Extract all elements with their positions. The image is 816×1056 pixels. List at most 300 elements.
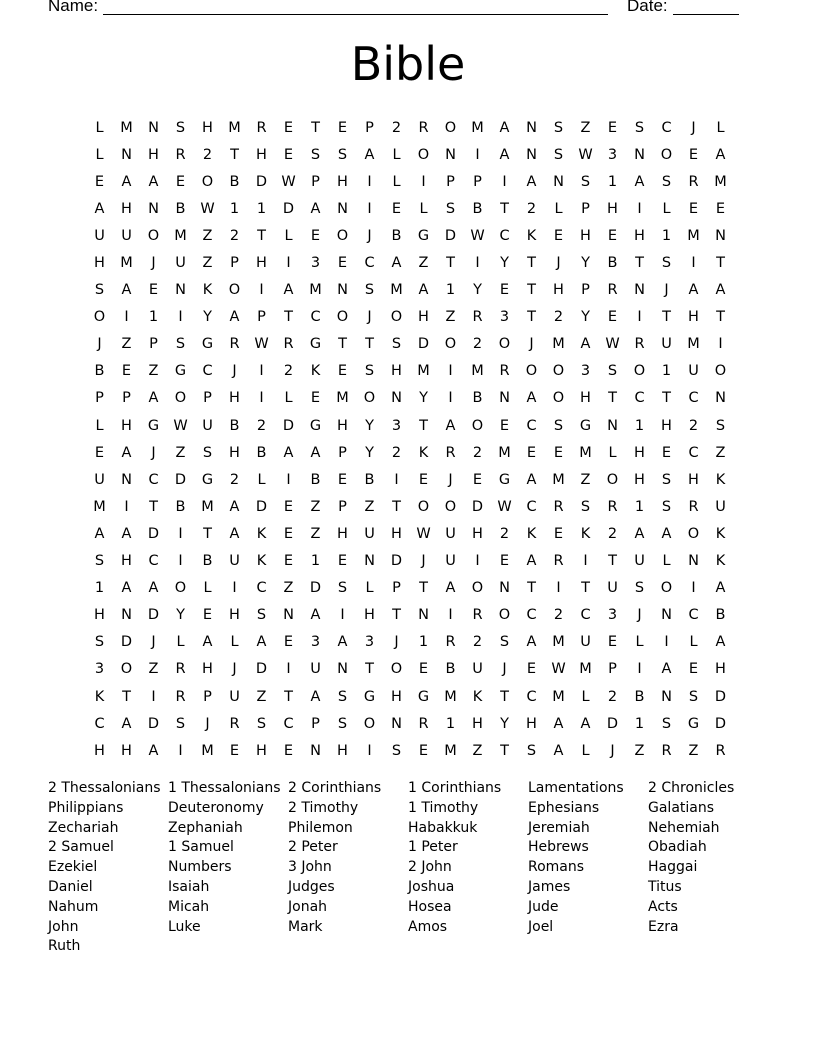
grid-letter: I	[259, 282, 264, 299]
grid-letter: W	[578, 146, 593, 163]
grid-letter: T	[122, 688, 131, 705]
grid-letter: C	[148, 553, 159, 570]
grid-letter: Y	[581, 309, 590, 326]
grid-letter: O	[471, 580, 484, 597]
grid-letter: O	[498, 607, 511, 624]
grid-letter: 1	[148, 309, 159, 326]
grid-letter: 2	[472, 336, 483, 353]
grid-letter: Z	[445, 309, 456, 326]
grid-letter: N	[391, 715, 402, 732]
grid-letter: A	[148, 742, 159, 759]
grid-letter: A	[229, 309, 240, 326]
grid-letter: U	[94, 227, 105, 244]
grid-letter: H	[256, 146, 267, 163]
grid-letter: A	[256, 634, 267, 651]
grid-letter: R	[445, 634, 456, 651]
grid-letter: I	[286, 471, 291, 488]
grid-letter: L	[392, 173, 401, 190]
grid-letter: I	[475, 553, 480, 570]
word-list-item: 2 John	[408, 859, 452, 876]
grid-letter: D	[282, 200, 295, 217]
grid-letter: Y	[365, 444, 374, 461]
grid-letter: 3	[310, 634, 321, 651]
grid-letter: U	[175, 255, 186, 272]
grid-letter: O	[660, 146, 673, 163]
grid-letter: S	[391, 336, 402, 353]
grid-letter: I	[124, 309, 129, 326]
grid-letter: T	[662, 309, 671, 326]
grid-letter: I	[718, 336, 723, 353]
page-title: Bible	[350, 37, 466, 91]
date-blank-line	[673, 14, 739, 15]
grid-letter: B	[175, 200, 186, 217]
grid-letter: A	[229, 498, 240, 515]
grid-letter: B	[391, 227, 402, 244]
grid-letter: B	[607, 255, 618, 272]
grid-letter: U	[607, 580, 618, 597]
grid-letter: 2	[607, 525, 618, 542]
grid-letter: N	[661, 607, 672, 624]
grid-letter: 1	[634, 715, 645, 732]
grid-letter: A	[499, 119, 510, 136]
grid-letter: P	[311, 715, 320, 732]
grid-letter: J	[502, 661, 507, 678]
grid-letter: D	[444, 227, 457, 244]
grid-letter: C	[688, 390, 699, 407]
grid-letter: B	[445, 661, 456, 678]
word-list-item: 2 Corinthians	[288, 780, 382, 796]
word-list-item: Micah	[168, 898, 210, 915]
grid-letter: E	[202, 607, 213, 624]
grid-letter: E	[526, 661, 537, 678]
grid-letter: E	[499, 282, 510, 299]
word-list-item: Ruth	[48, 938, 81, 955]
grid-letter: H	[94, 255, 105, 272]
grid-letter: I	[340, 607, 345, 624]
grid-letter: S	[499, 634, 510, 651]
grid-letter: M	[471, 363, 484, 380]
word-list-item: Ezekiel	[48, 859, 98, 876]
grid-letter: B	[175, 498, 186, 515]
grid-letter: P	[338, 444, 347, 461]
grid-letter: M	[120, 119, 133, 136]
grid-letter: H	[94, 742, 105, 759]
grid-letter: T	[365, 661, 374, 678]
grid-letter: G	[147, 417, 160, 434]
grid-letter: H	[148, 146, 159, 163]
grid-letter: Z	[175, 444, 186, 461]
grid-letter: L	[176, 634, 185, 651]
grid-letter: H	[121, 742, 132, 759]
grid-letter: A	[526, 634, 537, 651]
grid-row	[86, 439, 734, 466]
grid-letter: D	[255, 173, 268, 190]
grid-letter: E	[526, 444, 537, 461]
grid-letter: B	[229, 417, 240, 434]
grid-letter: O	[687, 525, 700, 542]
grid-letter: U	[94, 471, 105, 488]
grid-letter: C	[310, 309, 321, 326]
grid-letter: J	[232, 363, 237, 380]
grid-letter: I	[421, 173, 426, 190]
grid-letter: H	[688, 471, 699, 488]
grid-letter: M	[444, 742, 457, 759]
grid-letter: W	[254, 336, 269, 353]
grid-letter: 1	[418, 634, 429, 651]
grid-letter: J	[448, 471, 453, 488]
grid-letter: S	[310, 146, 321, 163]
grid-letter: E	[121, 363, 132, 380]
grid-letter: E	[499, 553, 510, 570]
grid-letter: I	[448, 363, 453, 380]
grid-letter: A	[94, 200, 105, 217]
grid-row	[86, 412, 734, 439]
grid-letter: 3	[94, 661, 105, 678]
word-list-item: 3 John	[288, 859, 332, 876]
grid-letter: M	[687, 227, 700, 244]
grid-letter: P	[581, 200, 590, 217]
grid-letter: J	[151, 634, 156, 651]
word-list-item: John	[48, 918, 79, 935]
grid-letter: 2	[229, 227, 240, 244]
grid-letter: R	[553, 498, 564, 515]
grid-letter: T	[527, 309, 536, 326]
grid-letter: 2	[391, 444, 402, 461]
grid-letter: C	[661, 119, 672, 136]
grid-letter: E	[283, 146, 294, 163]
grid-letter: A	[526, 553, 537, 570]
grid-letter: A	[499, 146, 510, 163]
grid-letter: I	[637, 661, 642, 678]
grid-letter: I	[286, 255, 291, 272]
grid-letter: T	[392, 498, 401, 515]
grid-letter: U	[364, 525, 375, 542]
grid-letter: S	[607, 363, 618, 380]
grid-letter: N	[391, 390, 402, 407]
grid-letter: D	[174, 471, 187, 488]
grid-letter: P	[392, 580, 401, 597]
grid-letter: Z	[364, 498, 375, 515]
grid-letter: C	[526, 688, 537, 705]
grid-letter: 1	[94, 580, 105, 597]
grid-letter: A	[364, 146, 375, 163]
grid-letter: U	[229, 553, 240, 570]
grid-letter: A	[148, 390, 159, 407]
grid-letter: N	[634, 146, 645, 163]
grid-letter: H	[472, 715, 483, 732]
grid-letter: U	[661, 336, 672, 353]
grid-letter: A	[94, 525, 105, 542]
grid-letter: C	[634, 390, 645, 407]
grid-letter: E	[337, 471, 348, 488]
grid-letter: S	[634, 580, 645, 597]
grid-letter: C	[202, 363, 213, 380]
grid-letter: P	[311, 173, 320, 190]
grid-letter: O	[147, 227, 160, 244]
grid-letter: H	[634, 227, 645, 244]
grid-letter: O	[363, 715, 376, 732]
grid-letter: H	[391, 525, 402, 542]
grid-letter: S	[391, 742, 402, 759]
grid-letter: M	[201, 498, 214, 515]
grid-letter: B	[472, 390, 483, 407]
grid-letter: R	[175, 688, 186, 705]
grid-letter: P	[230, 255, 239, 272]
grid-letter: H	[526, 715, 537, 732]
grid-letter: D	[471, 498, 484, 515]
word-list-item: 2 Timothy	[288, 799, 359, 816]
grid-row	[86, 683, 734, 710]
grid-letter: T	[716, 255, 725, 272]
grid-letter: S	[445, 200, 456, 217]
grid-letter: A	[121, 444, 132, 461]
grid-letter: N	[715, 227, 726, 244]
grid-letter: S	[175, 119, 186, 136]
grid-letter: N	[364, 553, 375, 570]
grid-letter: Z	[121, 336, 132, 353]
grid-letter: H	[391, 688, 402, 705]
grid-letter: K	[256, 553, 267, 570]
grid-letter: S	[175, 336, 186, 353]
grid-letter: T	[230, 146, 239, 163]
grid-letter: A	[121, 173, 132, 190]
grid-row	[86, 358, 734, 385]
grid-letter: 1	[229, 200, 240, 217]
word-list-item: Ephesians	[528, 799, 600, 816]
grid-letter: K	[472, 688, 483, 705]
grid-letter: A	[310, 688, 321, 705]
word-list-item: Titus	[648, 878, 682, 895]
grid-letter: H	[94, 607, 105, 624]
grid-letter: O	[390, 661, 403, 678]
grid-letter: O	[120, 661, 133, 678]
grid-letter: I	[178, 525, 183, 542]
grid-letter: O	[201, 173, 214, 190]
grid-row	[86, 602, 734, 629]
grid-letter: J	[232, 661, 237, 678]
grid-row	[86, 548, 734, 575]
grid-letter: P	[581, 282, 590, 299]
word-list-item: Galatians	[648, 799, 715, 816]
grid-letter: Z	[256, 688, 267, 705]
word-list-item: 2 Peter	[288, 839, 338, 856]
grid-letter: O	[714, 363, 727, 380]
word-list-item: 2 Chronicles	[648, 780, 735, 796]
grid-letter: L	[392, 146, 401, 163]
grid-letter: S	[94, 553, 105, 570]
grid-letter: Y	[176, 607, 185, 624]
grid-letter: A	[337, 634, 348, 651]
grid-letter: L	[635, 634, 644, 651]
grid-letter: M	[390, 282, 403, 299]
grid-row	[86, 493, 734, 520]
grid-letter: O	[336, 227, 349, 244]
grid-letter: T	[446, 255, 455, 272]
grid-letter: T	[608, 553, 617, 570]
word-list-item: Mark	[288, 918, 323, 935]
grid-letter: U	[715, 498, 726, 515]
grid-letter: O	[444, 119, 457, 136]
grid-letter: A	[445, 417, 456, 434]
grid-letter: A	[121, 580, 132, 597]
grid-letter: Z	[715, 444, 726, 461]
grid-letter: M	[120, 255, 133, 272]
grid-letter: A	[580, 336, 591, 353]
grid-letter: 3	[607, 146, 618, 163]
grid-letter: 1	[310, 553, 321, 570]
grid-letter: J	[610, 742, 615, 759]
grid-letter: G	[417, 227, 430, 244]
grid-letter: E	[688, 661, 699, 678]
grid-row	[86, 385, 734, 412]
grid-letter: 2	[472, 444, 483, 461]
grid-letter: A	[661, 525, 672, 542]
grid-letter: Z	[634, 742, 645, 759]
grid-letter: C	[499, 227, 510, 244]
grid-letter: O	[444, 498, 457, 515]
grid-letter: L	[716, 119, 725, 136]
word-list-item: Habakkuk	[408, 819, 478, 836]
grid-letter: T	[527, 282, 536, 299]
grid-letter: I	[232, 580, 237, 597]
grid-letter: R	[445, 444, 456, 461]
grid-letter: 3	[580, 363, 591, 380]
grid-letter: S	[364, 363, 375, 380]
grid-row	[86, 304, 734, 331]
grid-letter: R	[715, 742, 726, 759]
grid-letter: P	[473, 173, 482, 190]
grid-letter: H	[472, 525, 483, 542]
grid-letter: A	[121, 715, 132, 732]
grid-letter: N	[607, 417, 618, 434]
grid-letter: S	[256, 715, 267, 732]
grid-letter: M	[579, 661, 592, 678]
grid-letter: 3	[607, 607, 618, 624]
grid-letter: S	[337, 580, 348, 597]
grid-letter: A	[715, 146, 726, 163]
grid-letter: U	[229, 688, 240, 705]
grid-letter: C	[256, 580, 267, 597]
grid-letter: L	[257, 471, 266, 488]
grid-letter: T	[500, 200, 509, 217]
grid-letter: U	[445, 525, 456, 542]
grid-letter: C	[283, 715, 294, 732]
grid-letter: E	[310, 390, 321, 407]
grid-letter: A	[391, 255, 402, 272]
grid-letter: H	[634, 444, 645, 461]
grid-letter: I	[556, 580, 561, 597]
grid-letter: I	[178, 309, 183, 326]
grid-letter: H	[580, 390, 591, 407]
word-list-item: Lamentations	[528, 780, 624, 796]
grid-letter: W	[173, 417, 188, 434]
grid-letter: H	[364, 607, 375, 624]
grid-letter: A	[580, 715, 591, 732]
letter-grid	[86, 114, 734, 764]
word-list-item: Amos	[408, 918, 448, 935]
grid-letter: A	[310, 607, 321, 624]
grid-letter: N	[337, 282, 348, 299]
grid-letter: Z	[310, 525, 321, 542]
grid-letter: K	[715, 553, 726, 570]
word-list-item: 1 Peter	[408, 839, 458, 856]
grid-letter: E	[229, 742, 240, 759]
grid-row	[86, 195, 734, 222]
grid-letter: G	[579, 417, 592, 434]
grid-letter: S	[661, 498, 672, 515]
grid-letter: E	[418, 661, 429, 678]
word-list-item: Romans	[528, 859, 585, 876]
grid-letter: I	[286, 661, 291, 678]
grid-letter: 3	[499, 309, 510, 326]
grid-letter: P	[338, 498, 347, 515]
grid-letter: G	[687, 715, 700, 732]
grid-letter: J	[151, 255, 156, 272]
grid-letter: I	[259, 363, 264, 380]
grid-letter: A	[715, 580, 726, 597]
grid-letter: Z	[202, 255, 213, 272]
grid-letter: E	[283, 498, 294, 515]
grid-letter: Z	[148, 363, 159, 380]
grid-letter: U	[688, 363, 699, 380]
grid-letter: C	[526, 498, 537, 515]
grid-letter: 1	[661, 363, 672, 380]
grid-letter: B	[310, 471, 321, 488]
grid-letter: E	[418, 742, 429, 759]
grid-letter: O	[471, 417, 484, 434]
grid-letter: E	[175, 173, 186, 190]
grid-letter: O	[390, 309, 403, 326]
grid-letter: A	[229, 525, 240, 542]
grid-letter: D	[417, 336, 430, 353]
grid-letter: R	[472, 607, 483, 624]
grid-letter: N	[499, 390, 510, 407]
word-list-item: Deuteronomy	[168, 799, 264, 816]
word-list-item: Acts	[648, 898, 678, 915]
grid-letter: T	[149, 498, 158, 515]
grid-letter: T	[716, 309, 725, 326]
grid-letter: 2	[283, 363, 294, 380]
grid-letter: A	[121, 282, 132, 299]
grid-letter: D	[309, 580, 322, 597]
grid-letter: H	[121, 200, 132, 217]
word-list-item: Hebrews	[528, 839, 589, 856]
grid-letter: W	[470, 227, 485, 244]
grid-letter: U	[472, 661, 483, 678]
grid-letter: C	[526, 607, 537, 624]
word-list-item: 1 Thessalonians	[168, 780, 281, 796]
grid-letter: P	[122, 390, 131, 407]
grid-letter: K	[310, 363, 321, 380]
grid-letter: A	[202, 634, 213, 651]
word-list-item: Daniel	[48, 878, 93, 895]
grid-letter: L	[365, 580, 374, 597]
grid-letter: M	[336, 390, 349, 407]
word-list	[48, 779, 788, 957]
grid-letter: I	[664, 634, 669, 651]
grid-letter: H	[337, 173, 348, 190]
grid-row	[86, 222, 734, 249]
word-list-item: Nehemiah	[648, 819, 720, 836]
grid-letter: J	[556, 255, 561, 272]
grid-letter: T	[527, 580, 536, 597]
grid-letter: M	[309, 282, 322, 299]
grid-letter: G	[201, 471, 214, 488]
grid-letter: L	[95, 417, 104, 434]
grid-letter: P	[203, 390, 212, 407]
grid-letter: 1	[607, 173, 618, 190]
grid-letter: R	[634, 336, 645, 353]
